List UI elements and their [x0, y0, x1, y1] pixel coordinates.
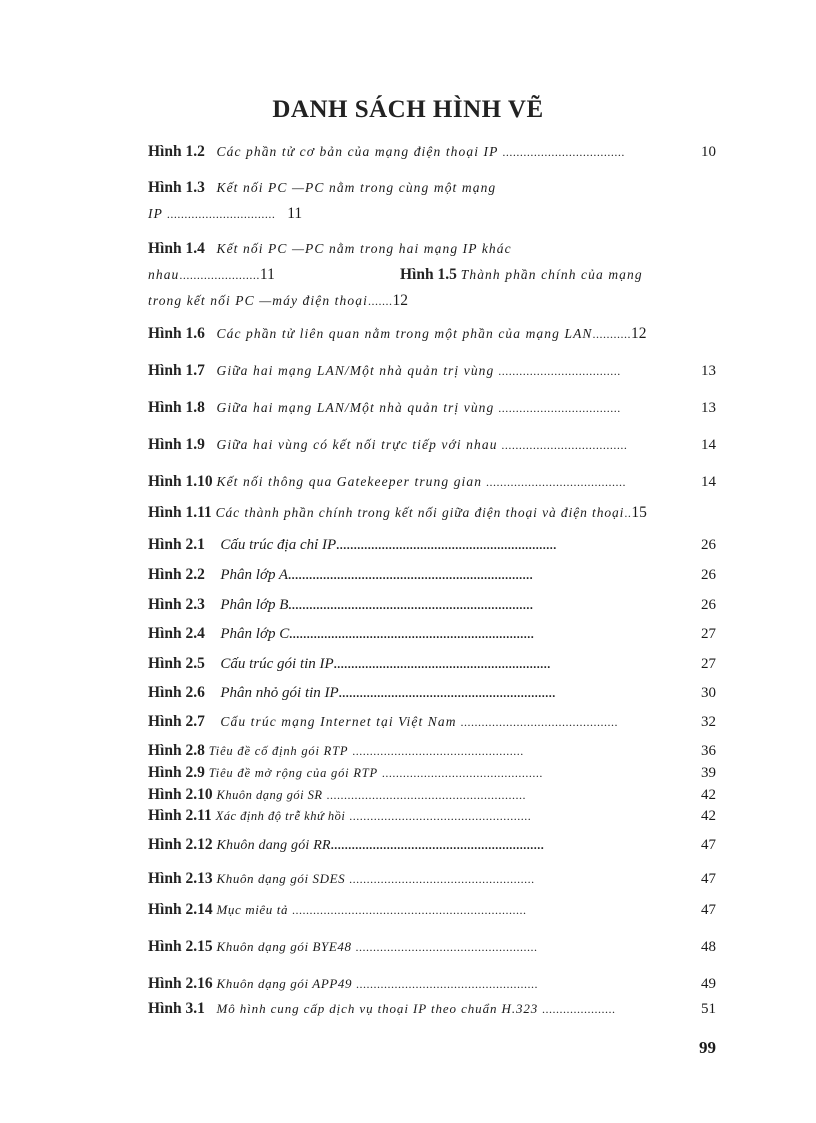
figure-caption: Cấu trúc địa chỉ IP: [220, 537, 337, 553]
toc-entry: [148, 621, 716, 647]
toc-entry: [148, 866, 716, 892]
page-ref: 27: [701, 626, 716, 642]
figure-label: Hình 3.1: [148, 1000, 205, 1017]
figure-caption: Giữa hai mạng LAN/Một nhà quản trị vùng: [216, 363, 495, 378]
leader-dots: ...................................: [498, 401, 621, 415]
figure-label: Hình 2.3: [148, 596, 205, 613]
leader-dots: ....................................................: [355, 940, 538, 954]
figure-caption: Kết nối PC —PC nằm trong hai mạng IP khác: [216, 241, 512, 256]
toc-entry: [148, 832, 716, 858]
figure-label: Hình 2.9: [148, 764, 205, 781]
figure-caption: Phân nhỏ gói tin IP: [220, 685, 339, 701]
figure-caption: Các thành phần chính trong kết nối giữa điện thoại và điện thoại: [215, 505, 625, 520]
figure-caption: Cấu trúc gói tin IP: [220, 656, 334, 672]
figure-label: Hình 1.9: [148, 436, 205, 453]
figure-label: Hình 2.16: [148, 975, 213, 992]
page-ref: 32: [701, 714, 716, 730]
leader-dots: .......................: [179, 268, 260, 282]
figure-label: Hình 1.4: [148, 240, 205, 257]
figure-label: Hình 2.2: [148, 566, 205, 583]
page-ref: 10: [701, 144, 716, 160]
figure-caption: Các phần tử liên quan nằm trong một phần của mạng LAN: [216, 326, 593, 341]
toc-entry: [148, 469, 716, 495]
toc-entry: [148, 742, 716, 760]
figure-label: Hình 1.3: [148, 179, 205, 196]
figure-label: Hình 1.10: [148, 473, 213, 490]
figure-caption-cont: nhau: [148, 267, 180, 282]
leader-dots: ...................................: [502, 145, 625, 159]
page-ref: 14: [701, 474, 716, 490]
figure-label: Hình 2.1: [148, 536, 205, 553]
page-ref: 47: [701, 902, 716, 918]
leader-dots: ....................................................: [355, 977, 538, 991]
figure-label: Hình 1.6: [148, 325, 205, 342]
figure-label: Hình 1.5: [400, 266, 457, 283]
figure-caption: Mô hình cung cấp dịch vụ thoại IP theo chuẩn H.323: [216, 1001, 539, 1016]
toc-entry: [148, 395, 716, 421]
leader-dots: ..............................................: [381, 766, 543, 780]
toc-entry: [148, 897, 716, 923]
page-ref: 27: [701, 656, 716, 672]
page-ref: 12: [392, 292, 408, 309]
toc-entry: [148, 680, 716, 706]
leader-dots: ......................................................................: [289, 627, 535, 641]
page-ref: 13: [701, 363, 716, 379]
figure-label: Hình 1.11: [148, 504, 212, 521]
figure-label: Hình 2.10: [148, 786, 213, 803]
figure-caption: Giữa hai vùng có kết nối trực tiếp với nhau: [216, 437, 498, 452]
leader-dots: .............................................: [460, 715, 618, 729]
figure-caption: Kết nối thông qua Gatekeeper trung gian: [216, 474, 483, 489]
toc-entry: [148, 175, 716, 227]
figure-label: Hình 2.15: [148, 938, 213, 955]
leader-dots: ...........: [592, 327, 632, 341]
figure-label: Hình 2.14: [148, 901, 213, 918]
figure-caption-cont: trong kết nối PC —máy điện thoại: [148, 293, 368, 308]
figure-label: Hình 1.2: [148, 143, 205, 160]
figure-caption: Khuôn dạng gói APP49: [216, 976, 353, 991]
toc-entry: [148, 971, 716, 997]
figure-label: Hình 2.4: [148, 625, 205, 642]
toc-entry: [148, 934, 716, 960]
toc-entry: [148, 786, 716, 804]
figure-caption: Khuôn dạng gói BYE48: [216, 939, 352, 954]
toc-entry: [148, 432, 716, 458]
page-ref: 42: [701, 808, 716, 824]
page-ref: 13: [701, 400, 716, 416]
leader-dots: ...................................: [498, 364, 621, 378]
figure-label: Hình 1.8: [148, 399, 205, 416]
page-ref: 48: [701, 939, 716, 955]
figure-caption: Mục miêu tả: [216, 902, 289, 917]
page-ref: 42: [701, 787, 716, 803]
figure-label: Hình 2.7: [148, 713, 205, 730]
toc-entry: [148, 139, 716, 165]
leader-dots: ......................................................................: [288, 598, 534, 612]
figure-caption: Xác định độ trễ khứ hồi: [215, 809, 346, 823]
figure-caption: Tiêu đề mở rộng của gói RTP: [208, 766, 378, 780]
leader-dots: ...................................................................: [291, 903, 527, 917]
page-title: DANH SÁCH HÌNH VẼ: [272, 96, 544, 123]
toc-entry: [148, 764, 716, 782]
toc-entry: [148, 592, 716, 618]
figure-caption: Phân lớp A: [220, 567, 289, 583]
leader-dots: .....................................................: [349, 872, 535, 886]
leader-dots: ..: [624, 506, 632, 520]
leader-dots: ....................................................: [349, 809, 532, 823]
leader-dots: ......................................................................: [288, 568, 534, 582]
figure-label: Hình 2.12: [148, 836, 213, 853]
figure-caption: Tiêu đề cố định gói RTP: [208, 744, 349, 758]
leader-dots: ...............................: [166, 207, 276, 221]
figure-caption: Giữa hai mạng LAN/Một nhà quản trị vùng: [216, 400, 495, 415]
leader-dots: .....................: [542, 1002, 616, 1016]
figure-caption: Thành phần chính của mạng: [460, 267, 643, 282]
figure-label: Hình 2.6: [148, 684, 205, 701]
page-ref: 12: [631, 325, 647, 342]
toc-entry: [148, 500, 716, 526]
figure-caption: Các phần tử cơ bản của mạng điện thoại IP: [216, 144, 499, 159]
page-ref: 49: [701, 976, 716, 992]
figure-caption: Khuôn dang gói RR: [216, 838, 331, 853]
page-ref: 51: [701, 1001, 716, 1017]
toc-entry: [148, 807, 716, 825]
leader-dots: .......: [367, 294, 393, 308]
figure-caption: Phân lớp C: [220, 626, 290, 642]
toc-entry: [148, 236, 716, 314]
figure-label: Hình 1.7: [148, 362, 205, 379]
page-ref: 15: [631, 504, 647, 521]
toc-entry: [148, 321, 716, 347]
figure-caption-cont: IP: [148, 206, 163, 221]
page-ref: 47: [701, 837, 716, 853]
page-ref: 47: [701, 871, 716, 887]
toc-entry: [148, 358, 716, 384]
figure-caption: Khuôn dạng gói SDES: [216, 871, 346, 886]
toc-entry: [148, 562, 716, 588]
leader-dots: ....................................: [501, 438, 628, 452]
page-ref: 11: [259, 266, 275, 283]
leader-dots: ........................................: [485, 475, 626, 489]
page-ref: 11: [287, 205, 303, 222]
toc-entry: [148, 709, 716, 735]
page-ref: 26: [701, 567, 716, 583]
page-ref: 39: [701, 765, 716, 781]
leader-dots: ...............................................................: [336, 538, 557, 552]
figure-caption: Cấu trúc mạng Internet tại Việt Nam: [220, 714, 457, 729]
page-ref: 14: [701, 437, 716, 453]
figure-label: Hình 2.13: [148, 870, 213, 887]
leader-dots: .............................................................: [330, 838, 545, 852]
page-ref: 26: [701, 597, 716, 613]
toc-entry: [148, 996, 716, 1022]
leader-dots: .........................................................: [326, 788, 526, 802]
leader-dots: ..............................................................: [333, 657, 551, 671]
page-number: 99: [699, 1038, 716, 1057]
figure-caption: Khuôn dạng gói SR: [216, 788, 323, 802]
figure-caption: Kết nối PC —PC nằm trong cùng một mạng: [216, 180, 497, 195]
figure-label: Hình 2.8: [148, 742, 205, 759]
figure-label: Hình 2.5: [148, 655, 205, 672]
page-ref: 30: [701, 685, 716, 701]
page-ref: 36: [701, 743, 716, 759]
page-ref: 26: [701, 537, 716, 553]
figure-caption: Phân lớp B: [220, 597, 289, 613]
leader-dots: ..............................................................: [338, 686, 556, 700]
toc-entry: [148, 651, 716, 677]
figure-label: Hình 2.11: [148, 807, 212, 824]
toc-entry: [148, 532, 716, 558]
leader-dots: .................................................: [352, 744, 524, 758]
